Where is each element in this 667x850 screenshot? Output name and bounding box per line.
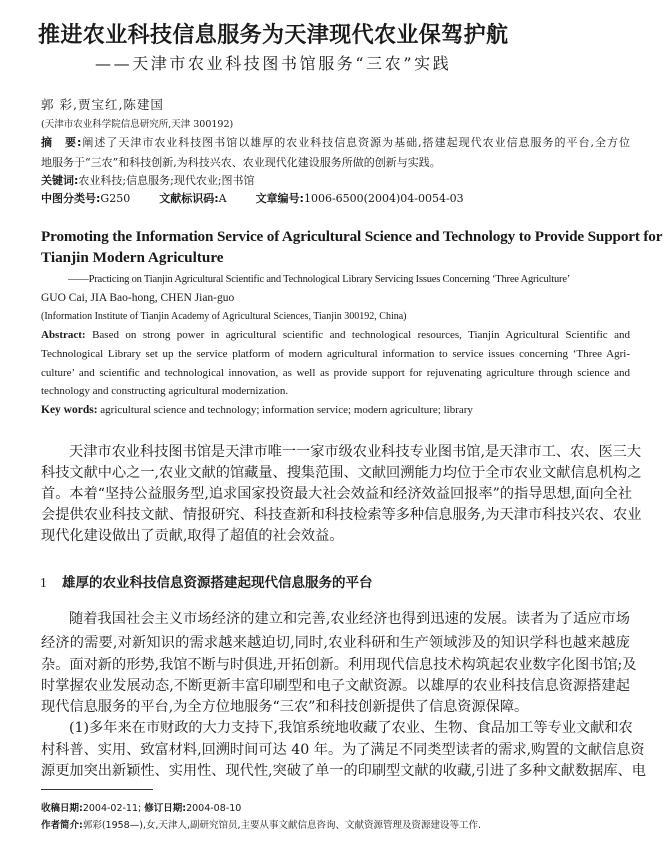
english-authors: GUO Cai, JIA Bao-hong, CHEN Jian-guo xyxy=(41,292,235,304)
dates xyxy=(41,800,241,814)
body-line: 科技文献中心之一,农业文献的馆藏量、搜集范围、文献回溯能力均位于全市农业文献信息机构之 xyxy=(41,465,642,481)
body-line: 村科普、实用、致富材料,回溯时间可达 40 年。为了满足不同类型读者的需求,购置的文献信息资 xyxy=(41,742,645,758)
body-line: 经济的需要,对新知识的需求越来越迫切,同时,农业科研和生产领域涉及的知识学科也越来越庞 xyxy=(41,635,630,651)
received-date: 2004-02-11; xyxy=(82,803,142,814)
body-line: 首。本着“坚持公益服务型,追求国家投资最大社会效益和经济效益回报率”的指导思想,面向全社 xyxy=(41,486,633,502)
keywords xyxy=(41,174,255,187)
english-subtitle: ——Practicing on Tianjin Agricultural Scientific and Technological Library Servicing Issues Concerning ‘Three Agriculture’ xyxy=(68,274,571,285)
paper-subtitle: ——天津市农业科技图书馆服务“三农”实践 xyxy=(95,54,452,73)
english-affiliation: (Information Institute of Tianjin Academy of Agricultural Sciences, Tianjin 300192, China) xyxy=(41,311,407,322)
keywords-text: 农业科技;信息服务;现代农业;图书馆 xyxy=(78,174,255,187)
body-line: 时掌握农业发展动态,不断更新丰富印刷型和电子文献资源。以雄厚的农业科技信息资源搭建起 xyxy=(41,678,630,694)
affiliation: (天津市农业科学院信息研究所,天津 300192) xyxy=(41,119,234,130)
abstract-label: 摘 要: xyxy=(41,136,82,149)
english-abstract-label: Abstract: xyxy=(41,329,86,341)
section-title: 雄厚的农业科技信息资源搭建起现代信息服务的平台 xyxy=(62,575,373,591)
english-abstract-line: technology and constructing agricultural modernization. xyxy=(41,385,289,397)
doc-code-label: 文献标识码: xyxy=(159,192,219,205)
section-heading xyxy=(40,571,373,591)
abstract-line: 地服务于“三农”和科技创新,为科技兴农、农业现代化建设服务所做的创新与实践。 xyxy=(41,156,441,169)
footnote-divider xyxy=(41,789,153,790)
english-abstract-line xyxy=(41,329,630,341)
article-no-label: 文章编号: xyxy=(255,192,304,205)
section-number: 1 xyxy=(40,575,47,590)
article-no-value: 1006-6500(2004)04-0054-03 xyxy=(303,192,464,205)
english-title: Promoting the Information Service of Agricultural Science and Technology to Provide Support for xyxy=(41,228,663,245)
abstract-text: 阐述了天津市农业科技图书馆以雄厚的农业科技信息资源为基础,搭建起现代农业信息服务的平台,全方位 xyxy=(81,136,630,149)
body-line: 天津市农业科技图书馆是天津市唯一一家市级农业科技专业图书馆,是天津市工、农、医三大 xyxy=(69,444,642,460)
clc-label: 中图分类号: xyxy=(41,192,101,205)
author-bio xyxy=(41,817,481,831)
bio-text: 郭彩(1958—),女,天津人,副研究馆员,主要从事文献信息咨询、文献资源管理及资源建设等工作. xyxy=(82,820,482,831)
body-line: 杂。面对新的形势,我馆不断与时俱进,开拓创新。利用现代信息技术构筑起农业数字化图书馆;及 xyxy=(41,657,637,673)
english-title: Tianjin Modern Agriculture xyxy=(41,249,224,266)
authors: 郭 彩,贾宝红,陈建国 xyxy=(41,97,164,112)
english-abstract-line: culture’ and scientific and technological innovation, as well as provide support for rejuvenating agriculture through science and xyxy=(41,367,630,379)
english-keywords-text: agricultural science and technology; information service; modern agriculture; library xyxy=(100,404,473,416)
received-label: 收稿日期: xyxy=(41,803,83,814)
english-keywords-label: Key words: xyxy=(41,404,98,416)
body-line: 随着我国社会主义市场经济的建立和完善,农业经济也得到迅速的发展。读者为了适应市场 xyxy=(69,611,630,627)
abstract-line xyxy=(41,136,630,149)
keywords-label: 关键词: xyxy=(41,174,79,187)
paper-title: 推进农业科技信息服务为天津现代农业保驾护航 xyxy=(38,23,509,48)
revised-date: 2004-08-10 xyxy=(186,803,242,814)
body-line: 会提供农业科技文献、情报研究、科技查新和科技检索等多种信息服务,为天津市科技兴农、农业 xyxy=(41,507,642,523)
classification-info xyxy=(41,192,464,205)
body-line: 现代化建设做出了贡献,取得了超值的社会效益。 xyxy=(41,528,344,544)
english-abstract-text: Based on strong power in agricultural scientific and technological resources, Tianjin Agricultural Scientific and xyxy=(92,329,631,341)
bio-label: 作者简介: xyxy=(41,820,83,831)
body-line: (1)多年来在市财政的大力支持下,我馆系统地收藏了农业、生物、食品加工等专业文献和农 xyxy=(69,720,633,736)
clc-value: G250 xyxy=(100,192,131,205)
body-line: 现代信息服务的平台,为全方位地服务“三农”和科技创新提供了信息资源保障。 xyxy=(41,699,529,715)
english-abstract-line: Technological Library set up the service platform of modern agricultural information to service issues concerning ‘Three Agri- xyxy=(41,348,630,360)
body-line: 源更加突出新颖性、实用性、现代性,突破了单一的印刷型文献的收藏,引进了多种文献数据库、电 xyxy=(41,763,646,779)
doc-code-value: A xyxy=(218,192,227,205)
revised-label: 修订日期: xyxy=(144,803,187,814)
english-keywords xyxy=(41,404,473,416)
